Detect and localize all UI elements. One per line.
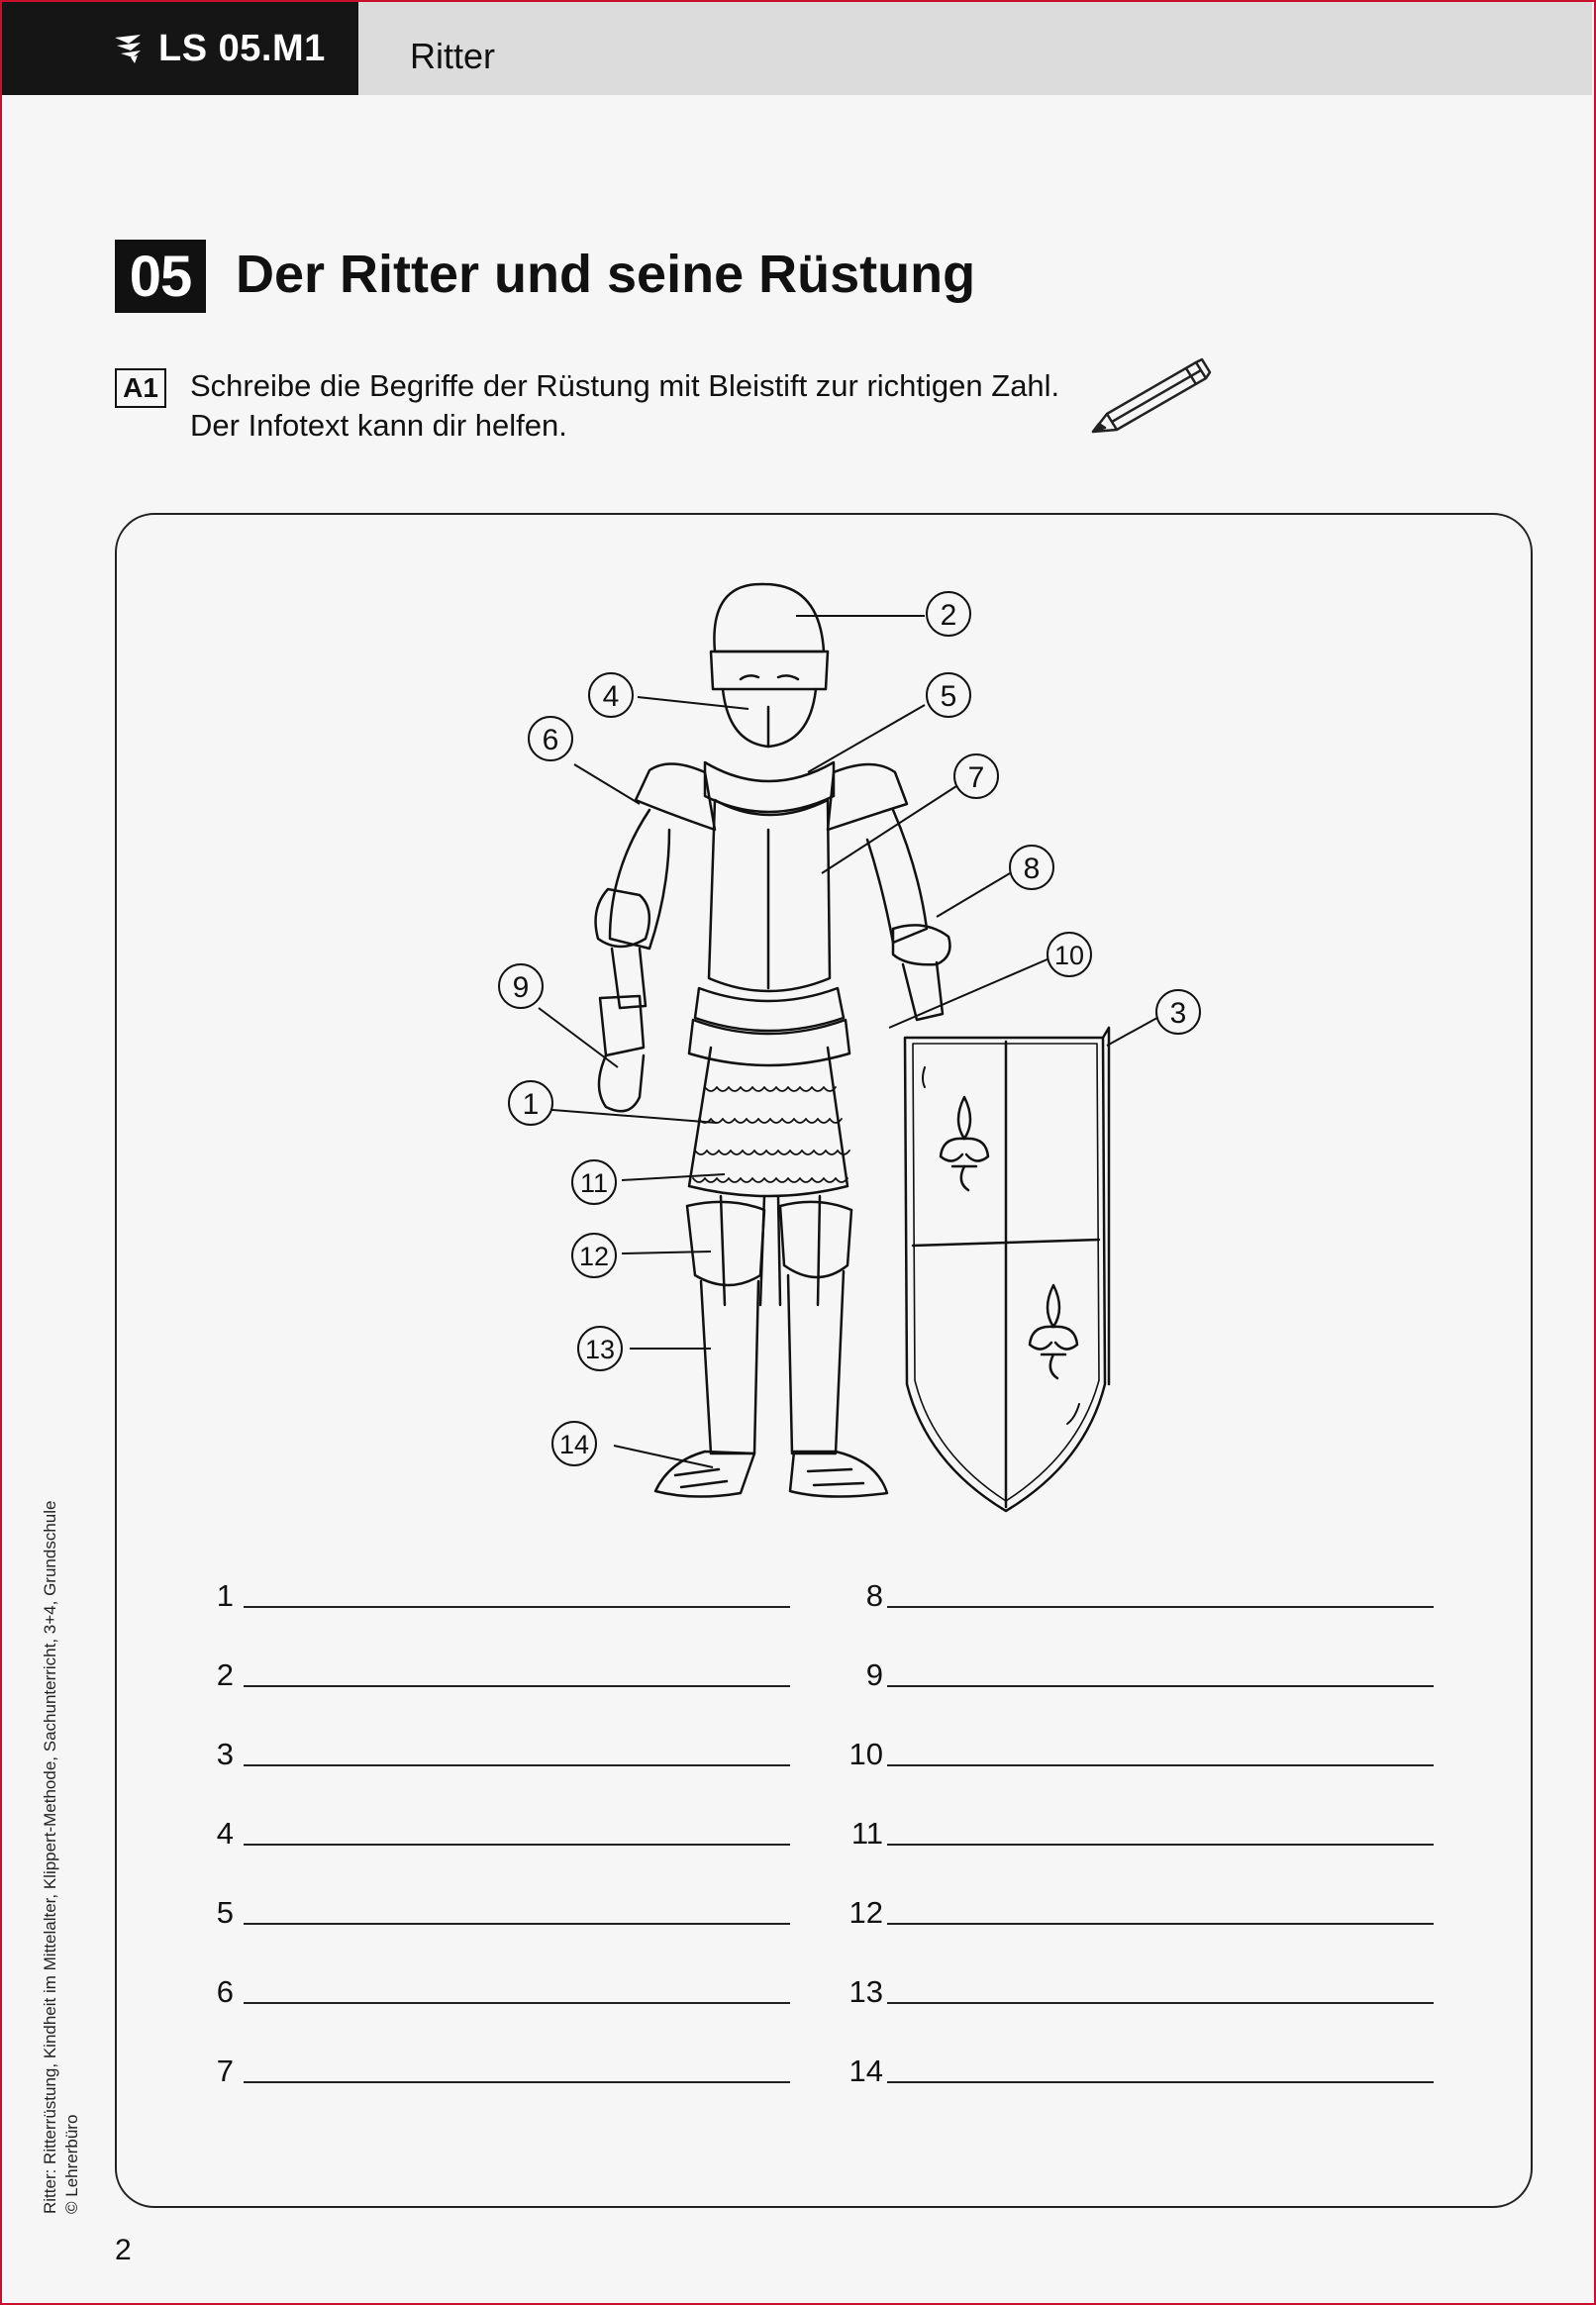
answer-row-4[interactable] — [198, 1808, 790, 1852]
callout-label-9: 9 — [512, 971, 530, 1004]
task-line-1: Schreibe die Begriffe der Rüstung mit Bleistift zur richtigen Zahl. — [190, 368, 1060, 403]
knight-left-greave — [701, 1281, 758, 1453]
callout-label-10: 10 — [1053, 941, 1085, 970]
answer-line[interactable] — [244, 1762, 790, 1766]
callout-6 — [529, 717, 572, 760]
answer-number: 6 — [216, 1974, 234, 2009]
answer-line[interactable] — [244, 2000, 790, 2004]
answer-line[interactable] — [244, 1921, 790, 1925]
task-line-2: Der Infotext kann dir helfen. — [190, 408, 567, 443]
callout-4 — [589, 673, 633, 717]
callout-12 — [572, 1234, 616, 1277]
answer-number: 5 — [216, 1895, 234, 1930]
callout-11 — [572, 1160, 616, 1204]
callout-9 — [499, 964, 543, 1008]
answer-number: 12 — [848, 1895, 883, 1930]
knight-visor — [711, 651, 828, 689]
source-note — [40, 1501, 83, 2214]
answer-number: 8 — [865, 1578, 883, 1613]
answer-number: 9 — [865, 1657, 883, 1692]
answer-line[interactable] — [244, 1842, 790, 1846]
answer-row-6[interactable] — [198, 1966, 790, 2010]
answer-line[interactable] — [887, 1762, 1434, 1766]
answer-line[interactable] — [887, 1604, 1434, 1608]
knight-left-knee — [687, 1202, 764, 1285]
answer-row-3[interactable] — [198, 1729, 790, 1772]
answer-row-9[interactable] — [838, 1650, 1434, 1693]
answer-row-7[interactable] — [198, 2046, 790, 2089]
knight-helmet — [714, 584, 824, 651]
fleur-de-lis-icon-1 — [941, 1097, 988, 1190]
answer-number: 1 — [216, 1578, 234, 1613]
task-badge: A1 — [115, 368, 166, 408]
callout-label-5: 5 — [940, 680, 957, 713]
answer-row-11[interactable] — [838, 1808, 1434, 1852]
answer-number: 13 — [848, 1974, 883, 2009]
source-line-1: Ritter: Ritterrüstung, Kindheit im Mittelalter, Klippert-Methode, Sachunterricht, 3+4, Grundschule — [41, 1500, 59, 2214]
knight-left-gauntlet — [599, 1055, 644, 1111]
answer-row-5[interactable] — [198, 1887, 790, 1931]
callout-label-11: 11 — [579, 1168, 609, 1198]
callout-label-6: 6 — [542, 724, 559, 756]
pencil-icon — [1085, 354, 1214, 438]
answer-line[interactable] — [887, 2079, 1434, 2083]
callout-label-14: 14 — [558, 1430, 590, 1459]
knight-right-arm — [867, 810, 927, 943]
lesson-badge — [2, 2, 358, 95]
callout-label-2: 2 — [940, 599, 957, 632]
answer-row-8[interactable] — [838, 1570, 1434, 1614]
answer-row-2[interactable] — [198, 1650, 790, 1693]
callout-label-8: 8 — [1023, 852, 1041, 885]
source-line-2: © Lehrerbüro — [62, 2114, 81, 2214]
callout-label-7: 7 — [967, 761, 985, 794]
answer-number: 7 — [216, 2054, 234, 2088]
answer-line[interactable] — [887, 2000, 1434, 2004]
chapter-title: Der Ritter und seine Rüstung — [236, 245, 976, 304]
knight-right-greave — [788, 1271, 844, 1453]
answer-number: 10 — [848, 1737, 883, 1771]
chapter-number: 05 — [115, 240, 206, 313]
callout-label-4: 4 — [602, 680, 620, 713]
callout-label-13: 13 — [584, 1335, 616, 1364]
answer-number: 11 — [850, 1816, 883, 1851]
page-number: 2 — [115, 2234, 132, 2266]
answer-line[interactable] — [887, 1921, 1434, 1925]
answer-line[interactable] — [244, 1604, 790, 1608]
header-title: Ritter — [410, 36, 496, 76]
knight-right-knee — [780, 1202, 851, 1277]
fleur-de-lis-icon-2 — [1030, 1285, 1077, 1378]
knight-left-arm — [610, 810, 669, 949]
callout-3 — [1156, 990, 1200, 1034]
answer-row-10[interactable] — [838, 1729, 1434, 1772]
knight-left-pauldron — [636, 763, 715, 830]
callout-1 — [509, 1081, 552, 1125]
callout-10 — [1047, 933, 1091, 976]
callout-label-1: 1 — [522, 1088, 540, 1121]
answer-row-1[interactable] — [198, 1570, 790, 1614]
knight-thighs — [721, 1196, 820, 1305]
callout-label-3: 3 — [1169, 997, 1187, 1030]
answer-number: 14 — [848, 2054, 883, 2088]
callout-14 — [552, 1422, 596, 1465]
answer-row-14[interactable] — [838, 2046, 1434, 2089]
callout-8 — [1010, 846, 1053, 889]
answer-line[interactable] — [887, 1842, 1434, 1846]
answer-line[interactable] — [244, 1683, 790, 1687]
answer-row-13[interactable] — [838, 1966, 1434, 2010]
callout-13 — [578, 1327, 622, 1370]
callout-5 — [927, 673, 970, 717]
knight-illustration — [115, 513, 1533, 1553]
callout-2 — [927, 592, 970, 636]
answer-number: 3 — [216, 1737, 234, 1771]
lesson-code: LS 05.M1 — [158, 27, 326, 69]
knight-right-sabaton — [790, 1452, 887, 1497]
knight-right-pauldron — [828, 764, 907, 830]
answer-number: 2 — [216, 1657, 234, 1692]
callout-label-12: 12 — [578, 1242, 610, 1271]
task-instructions — [190, 366, 1059, 446]
lesson-marker-icon — [111, 32, 145, 65]
answer-line[interactable] — [887, 1683, 1434, 1687]
answer-line[interactable] — [244, 2079, 790, 2083]
answer-number: 4 — [216, 1816, 234, 1851]
callout-7 — [954, 754, 998, 798]
answer-row-12[interactable] — [838, 1887, 1434, 1931]
